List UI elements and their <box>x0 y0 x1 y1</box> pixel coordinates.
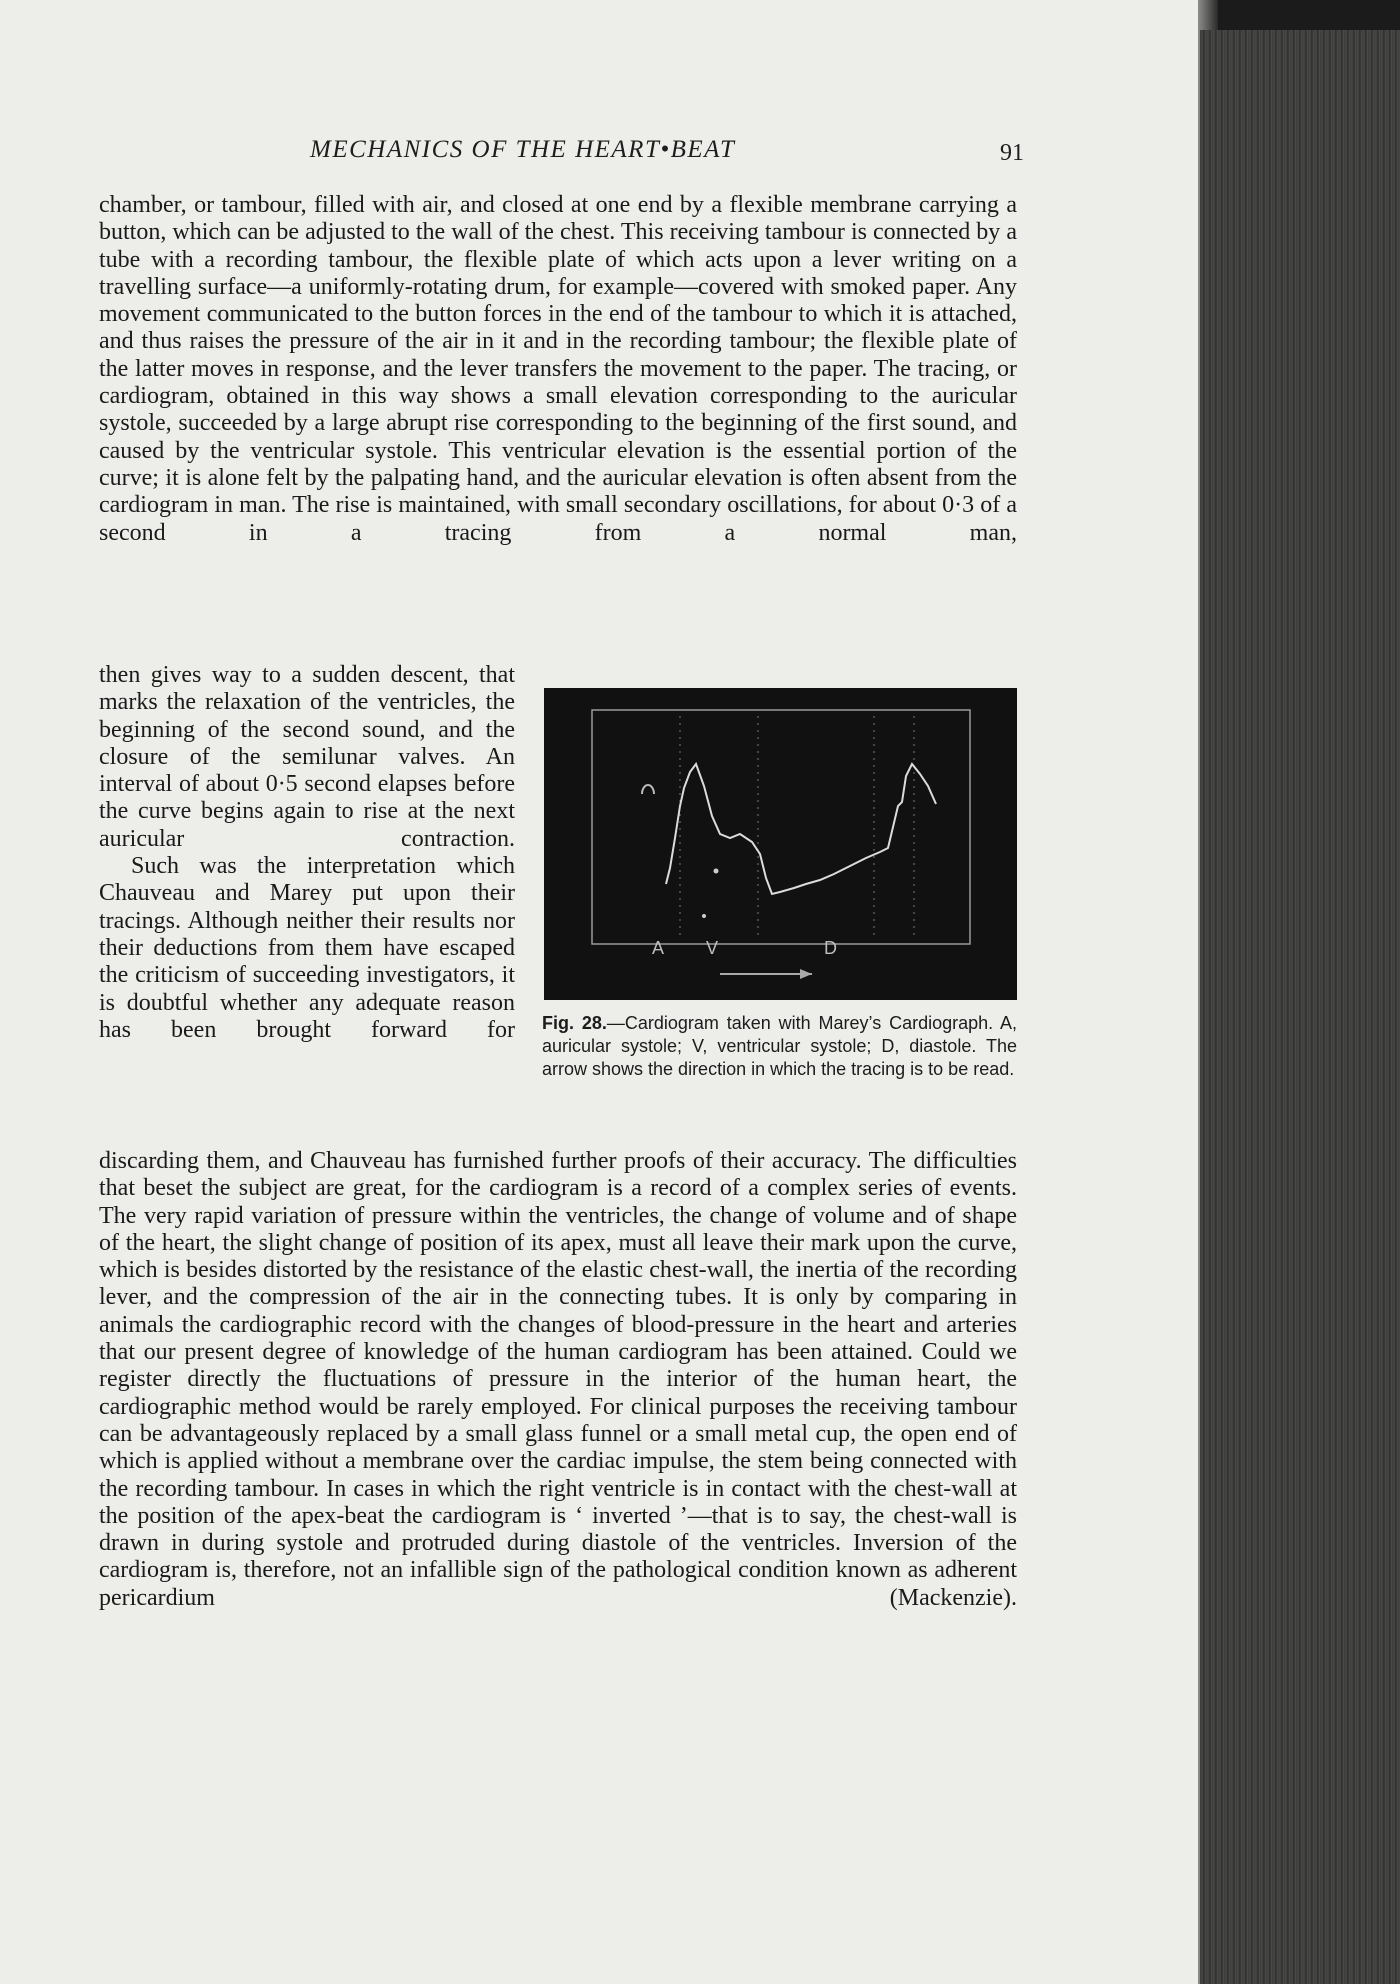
label-v: V <box>706 938 719 958</box>
body-column-left <box>99 662 515 1044</box>
body-paragraph-left-2 <box>99 853 515 1044</box>
book-page-edges <box>1200 30 1400 1984</box>
body-text-left-1: then gives way to a sudden descent, that marks the relaxation of the ventricles, the beginning of the second sound, and the closure of the semilunar valves. An interval of about 0·5 second elapses before the curve begins again to rise at the next auricular contraction. <box>99 662 515 852</box>
label-d: D <box>824 938 837 958</box>
body-text-top: chamber, or tambour, filled with air, and closed at one end by a flexible membrane carrying a button, which can be adjusted to the wall of the chest. This receiving tambour is connected by a tube with a recording tambour, the flexible plate of which acts upon a lever writing on a travelling surface—a uniformly-rotating drum, for example—covered with smoked paper. Any movement communicated to the button forces in the end of the tambour to which it is attached, and thus raises the pressure of the air in it and in the recording tambour; the flexible plate of the latter moves in response, and the lever transfers the movement to the paper. The tracing, or cardiogram, obtained in this way shows a small elevation corresponding to the auricular systole, succeeded by a large abrupt rise corresponding to the beginning of the first sound, and caused by the ventricular systole. This ventricular elevation is the essential portion of the curve; it is alone felt by the palpating hand, and the auricular elevation is often absent from the cardiogram in man. The rise is maintained, with small secondary oscillations, for about 0·3 of a second in a tracing from a normal man, <box>99 192 1017 546</box>
figure-caption-text: —Cardiogram taken with Marey’s Cardiograph. A, auricular systole; V, ventricular systole; D, diastole. The arrow shows the direction in which the tracing is to be read. <box>542 1013 1018 1079</box>
cardiogram-tracing <box>544 688 1017 1000</box>
arrow-head-icon <box>800 969 812 979</box>
body-paragraph-top <box>99 192 1017 547</box>
running-head: MECHANICS OF THE HEART•BEAT <box>310 136 736 163</box>
body-paragraph-left-1 <box>99 662 515 853</box>
figure-caption <box>542 1012 1017 1081</box>
page-number: 91 <box>1000 140 1024 166</box>
label-a: A <box>652 938 665 958</box>
cardiogram-figure <box>544 688 1017 1000</box>
body-text-left-2: Such was the interpretation which Chauveau and Marey put upon their tracings. Although neither their results nor their deductions from them have escaped the criticism of succeeding investigators, it is doubtful whether any adequate reason has been brought forward for <box>99 853 515 1043</box>
body-paragraph-bottom <box>99 1148 1017 1612</box>
body-text-bottom: discarding them, and Chauveau has furnished further proofs of their accuracy. The difficulties that beset the subject are great, for the cardiogram is a record of a complex series of events. The very rapid variation of pressure within the ventricles, the change of volume and of shape of the heart, the slight change of position of its apex, must all leave their mark upon the curve, which is besides distorted by the resistance of the elastic chest-wall, the inertia of the recording lever, and the compression of the air in the connecting tubes. It is only by comparing in animals the cardiographic record with the changes of blood-pressure in the heart and arteries that our present degree of knowledge of the human cardiogram has been attained. Could we register directly the fluctuations of pressure in the interior of the human heart, the cardiographic method would be rarely employed. For clinical purposes the receiving tambour can be advantageously replaced by a small glass funnel or a small metal cup, the open end of which is applied without a membrane over the cardiac impulse, the stem being connected with the recording tambour. In cases in which the right ventricle is in contact with the chest-wall at the position of the apex-beat the cardiogram is ‘ inverted ’—that is to say, the chest-wall is drawn in during systole and protruded during diastole of the ventricles. Inversion of the cardiogram is, therefore, not an infallible sign of the pathological condition known as adherent pericardium (Mackenzie). <box>99 1148 1017 1611</box>
figure-caption-label: Fig. 28. <box>542 1013 607 1033</box>
